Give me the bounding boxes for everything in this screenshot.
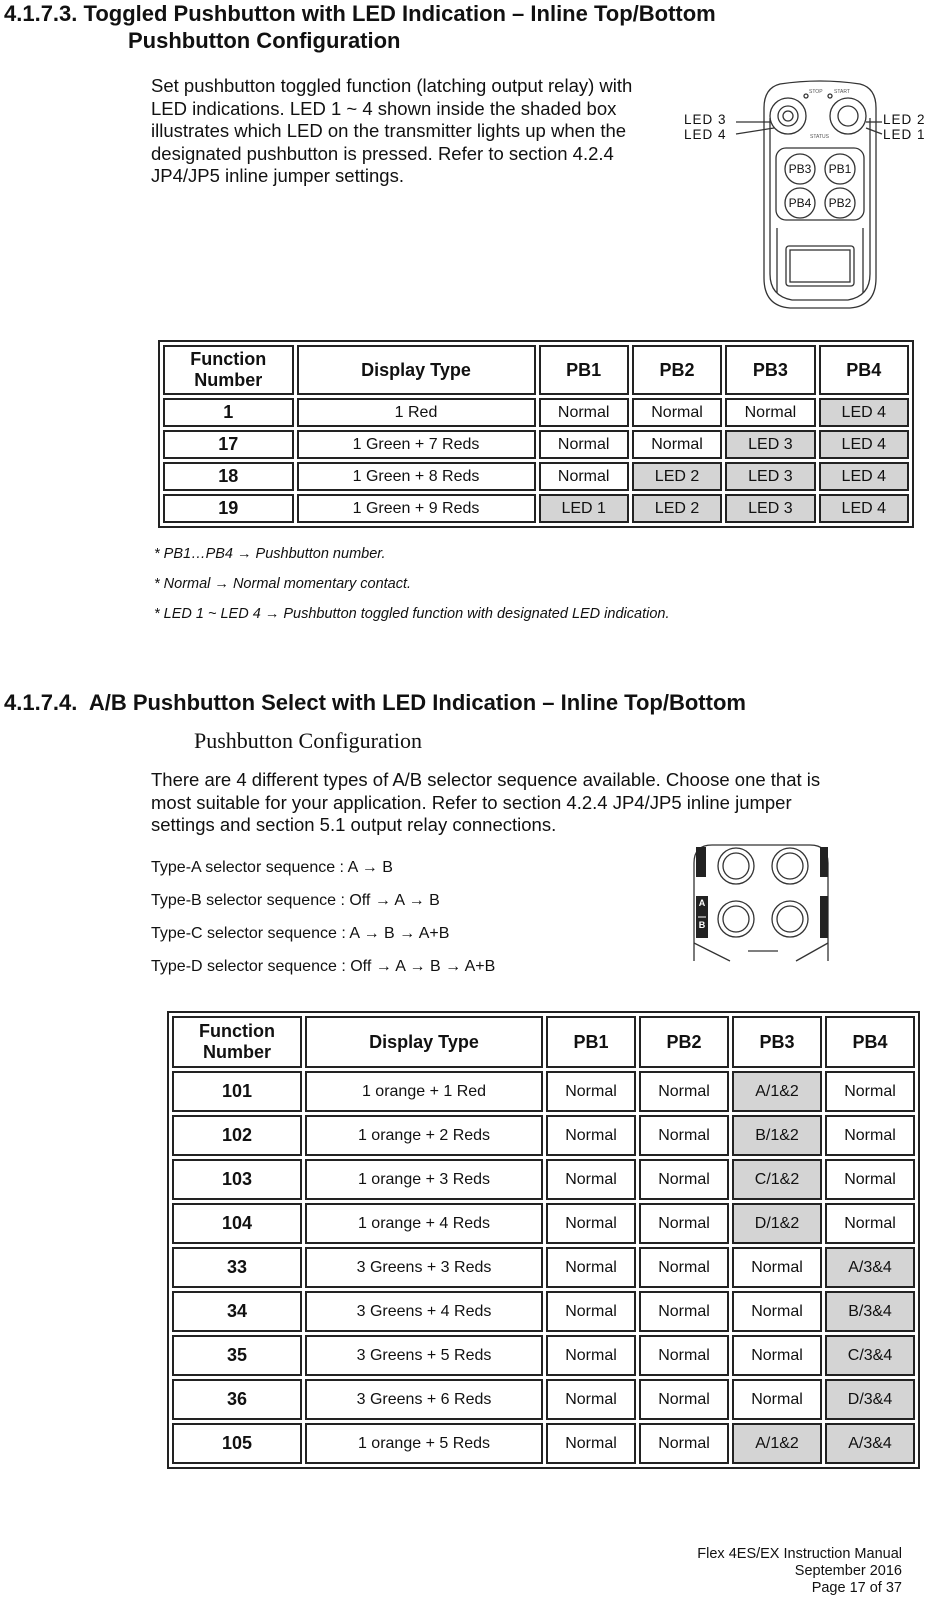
- header-pb1: PB1: [539, 345, 629, 395]
- paragraph-line: Set pushbutton toggled function (latching output relay) with: [151, 75, 633, 96]
- pb1-cell: Normal: [546, 1159, 636, 1200]
- pb2-cell: Normal: [639, 1423, 729, 1464]
- heading-title: A/B Pushbutton Select with LED Indication – Inline Top/Bottom: [88, 690, 746, 715]
- pb2-cell: Normal: [639, 1203, 729, 1244]
- sequence-line: Type-B selector sequence : Off → A → B: [151, 892, 440, 909]
- a-label: A: [698, 898, 706, 908]
- header-fn-line: Number: [194, 370, 263, 390]
- heading-number: 4.1.7.4.: [4, 690, 78, 715]
- pb3-cell: D/1&2: [732, 1203, 822, 1244]
- pb4-cell: B/3&4: [825, 1291, 915, 1332]
- pb1-label: PB1: [828, 162, 852, 176]
- function-number-cell: 17: [163, 430, 294, 459]
- pb1-cell: Normal: [546, 1335, 636, 1376]
- section-heading-4-1-7-4: [4, 689, 924, 716]
- pb3-cell: Normal: [732, 1247, 822, 1288]
- heading-title-line2: Pushbutton Configuration: [128, 28, 401, 53]
- pb2-cell: Normal: [632, 430, 722, 459]
- pb1-cell: Normal: [539, 430, 629, 459]
- pb3-label: PB3: [788, 162, 812, 176]
- pb1-cell: Normal: [546, 1203, 636, 1244]
- pb1-cell: Normal: [539, 398, 629, 427]
- ab-button-diagram: [690, 843, 840, 963]
- b-label: B: [698, 920, 706, 930]
- function-number-cell: 18: [163, 462, 294, 491]
- svg-text:STATUS: STATUS: [810, 134, 829, 140]
- note-line: * LED 1 ~ LED 4 → Pushbutton toggled function with designated LED indication.: [154, 606, 670, 622]
- led2-label: LED 2: [883, 112, 926, 127]
- header-function-number: [172, 1016, 302, 1068]
- pb3-cell: LED 3: [725, 430, 815, 459]
- table-row: [172, 1159, 915, 1200]
- pb4-cell: Normal: [825, 1159, 915, 1200]
- display-type-cell: 3 Greens + 5 Reds: [305, 1335, 543, 1376]
- pb3-cell: A/1&2: [732, 1071, 822, 1112]
- table-row: [172, 1115, 915, 1156]
- table-row: [163, 494, 909, 523]
- pb3-cell: LED 3: [725, 462, 815, 491]
- pb4-cell: C/3&4: [825, 1335, 915, 1376]
- display-type-cell: 1 Green + 9 Reds: [297, 494, 536, 523]
- pb4-cell: LED 4: [819, 494, 909, 523]
- pb2-cell: Normal: [632, 398, 722, 427]
- pb3-cell: Normal: [732, 1335, 822, 1376]
- display-type-cell: 1 Green + 7 Reds: [297, 430, 536, 459]
- section-heading-4-1-7-3: [4, 0, 904, 54]
- pb2-cell: Normal: [639, 1335, 729, 1376]
- paragraph-line: There are 4 different types of A/B selector sequence available. Choose one that is: [151, 769, 821, 790]
- pb3-cell: Normal: [732, 1291, 822, 1332]
- paragraph-line: illustrates which LED on the transmitter lights up when the: [151, 120, 627, 141]
- header-display-type: Display Type: [305, 1016, 543, 1068]
- sequence-line: Type-C selector sequence : A → B → A+B: [151, 925, 450, 942]
- display-type-cell: 1 orange + 2 Reds: [305, 1115, 543, 1156]
- pb4-cell: Normal: [825, 1203, 915, 1244]
- paragraph-line: LED indications. LED 1 ~ 4 shown inside the shaded box: [151, 97, 617, 119]
- selector-sequences: [151, 858, 711, 990]
- ab-select-table: [167, 1011, 920, 1469]
- pb2-cell: Normal: [639, 1247, 729, 1288]
- pb1-cell: Normal: [546, 1379, 636, 1420]
- header-pb3: PB3: [732, 1016, 822, 1068]
- header-function-number: [163, 345, 294, 395]
- header-display-type: Display Type: [297, 345, 536, 395]
- pb2-label: PB2: [828, 196, 852, 210]
- function-number-cell: 19: [163, 494, 294, 523]
- pb2-cell: LED 2: [632, 494, 722, 523]
- pb3-cell: B/1&2: [732, 1115, 822, 1156]
- table-row: [172, 1247, 915, 1288]
- function-number-cell: 101: [172, 1071, 302, 1112]
- pb1-cell: Normal: [546, 1291, 636, 1332]
- notes: [154, 545, 914, 635]
- pb4-cell: LED 4: [819, 430, 909, 459]
- heading-number: 4.1.7.3.: [4, 1, 78, 26]
- paragraph-line: settings and section 5.1 output relay connections.: [151, 814, 557, 835]
- sequence-line: Type-A selector sequence : A → B: [151, 859, 393, 876]
- pb1-cell: LED 1: [539, 494, 629, 523]
- pb1-cell: Normal: [546, 1423, 636, 1464]
- pb3-cell: Normal: [732, 1379, 822, 1420]
- function-number-cell: 36: [172, 1379, 302, 1420]
- led4-label: LED 4: [684, 127, 727, 142]
- pb4-cell: Normal: [825, 1071, 915, 1112]
- pb3-cell: C/1&2: [732, 1159, 822, 1200]
- function-number-cell: 103: [172, 1159, 302, 1200]
- table-row: [163, 462, 909, 491]
- note-line: * Normal → Normal momentary contact.: [154, 576, 412, 592]
- table-row: [172, 1423, 915, 1464]
- footer-page-number: Page 17 of 37: [811, 1580, 902, 1596]
- display-type-cell: 1 orange + 3 Reds: [305, 1159, 543, 1200]
- pushbutton-cluster-icon: [690, 843, 840, 963]
- pb1-cell: Normal: [539, 462, 629, 491]
- paragraph-line: JP4/JP5 inline jumper settings.: [151, 165, 404, 186]
- function-number-cell: 33: [172, 1247, 302, 1288]
- pb4-cell: LED 4: [819, 398, 909, 427]
- display-type-cell: 3 Greens + 6 Reds: [305, 1379, 543, 1420]
- header-pb4: PB4: [825, 1016, 915, 1068]
- pb4-cell: A/3&4: [825, 1247, 915, 1288]
- paragraph-line: most suitable for your application. Refer to section 4.2.4 JP4/JP5 inline jumper: [151, 791, 792, 813]
- page-footer: [502, 1546, 902, 1597]
- header-fn-line: Function: [199, 1021, 275, 1041]
- table-row: [172, 1379, 915, 1420]
- pb3-cell: LED 3: [725, 494, 815, 523]
- pb2-cell: Normal: [639, 1159, 729, 1200]
- pb2-cell: LED 2: [632, 462, 722, 491]
- footer-manual-title: Flex 4ES/EX Instruction Manual: [697, 1546, 902, 1562]
- pb3-cell: Normal: [725, 398, 815, 427]
- display-type-cell: 1 Green + 8 Reds: [297, 462, 536, 491]
- display-type-cell: 3 Greens + 4 Reds: [305, 1291, 543, 1332]
- pb2-cell: Normal: [639, 1071, 729, 1112]
- table-row: [172, 1335, 915, 1376]
- header-pb2: PB2: [639, 1016, 729, 1068]
- header-pb3: PB3: [725, 345, 815, 395]
- display-type-cell: 1 orange + 1 Red: [305, 1071, 543, 1112]
- header-pb4: PB4: [819, 345, 909, 395]
- table-row: [163, 398, 909, 427]
- display-type-cell: 1 orange + 4 Reds: [305, 1203, 543, 1244]
- section1-paragraph: [151, 75, 711, 188]
- function-number-cell: 34: [172, 1291, 302, 1332]
- pb4-cell: D/3&4: [825, 1379, 915, 1420]
- function-number-cell: 1: [163, 398, 294, 427]
- display-type-cell: 1 orange + 5 Reds: [305, 1423, 543, 1464]
- svg-text:STOP: STOP: [809, 89, 823, 95]
- display-type-cell: 3 Greens + 3 Reds: [305, 1247, 543, 1288]
- pb2-cell: Normal: [639, 1379, 729, 1420]
- header-pb2: PB2: [632, 345, 722, 395]
- footer-date: September 2016: [794, 1563, 902, 1579]
- function-number-cell: 105: [172, 1423, 302, 1464]
- table-row: [172, 1071, 915, 1112]
- pb1-cell: Normal: [546, 1115, 636, 1156]
- table-row: [172, 1203, 915, 1244]
- paragraph-line: designated pushbutton is pressed. Refer to section 4.2.4: [151, 142, 614, 164]
- pb2-cell: Normal: [639, 1115, 729, 1156]
- led1-label: LED 1: [883, 127, 926, 142]
- header-fn-line: Function: [190, 349, 267, 369]
- function-number-cell: 35: [172, 1335, 302, 1376]
- pb4-cell: A/3&4: [825, 1423, 915, 1464]
- heading-title-line2: Pushbutton Configuration: [194, 728, 422, 753]
- display-type-cell: 1 Red: [297, 398, 536, 427]
- pb4-cell: Normal: [825, 1115, 915, 1156]
- svg-text:START: START: [834, 89, 850, 95]
- pb4-label: PB4: [788, 196, 812, 210]
- function-number-cell: 102: [172, 1115, 302, 1156]
- heading-title: Toggled Pushbutton with LED Indication – Inline Top/Bottom: [83, 1, 716, 26]
- pb3-cell: A/1&2: [732, 1423, 822, 1464]
- note-line: * PB1…PB4 → Pushbutton number.: [154, 546, 386, 562]
- led3-label: LED 3: [684, 112, 727, 127]
- table-row: [172, 1291, 915, 1332]
- section2-paragraph: [151, 769, 931, 837]
- toggled-function-table: [158, 340, 914, 528]
- table-row: [163, 430, 909, 459]
- sequence-line: Type-D selector sequence : Off → A → B → A+B: [151, 958, 496, 975]
- pb1-cell: Normal: [546, 1071, 636, 1112]
- header-fn-line: Number: [202, 1042, 271, 1062]
- function-number-cell: 104: [172, 1203, 302, 1244]
- pb4-cell: LED 4: [819, 462, 909, 491]
- pb1-cell: Normal: [546, 1247, 636, 1288]
- transmitter-diagram: [684, 78, 940, 310]
- header-pb1: PB1: [546, 1016, 636, 1068]
- pb2-cell: Normal: [639, 1291, 729, 1332]
